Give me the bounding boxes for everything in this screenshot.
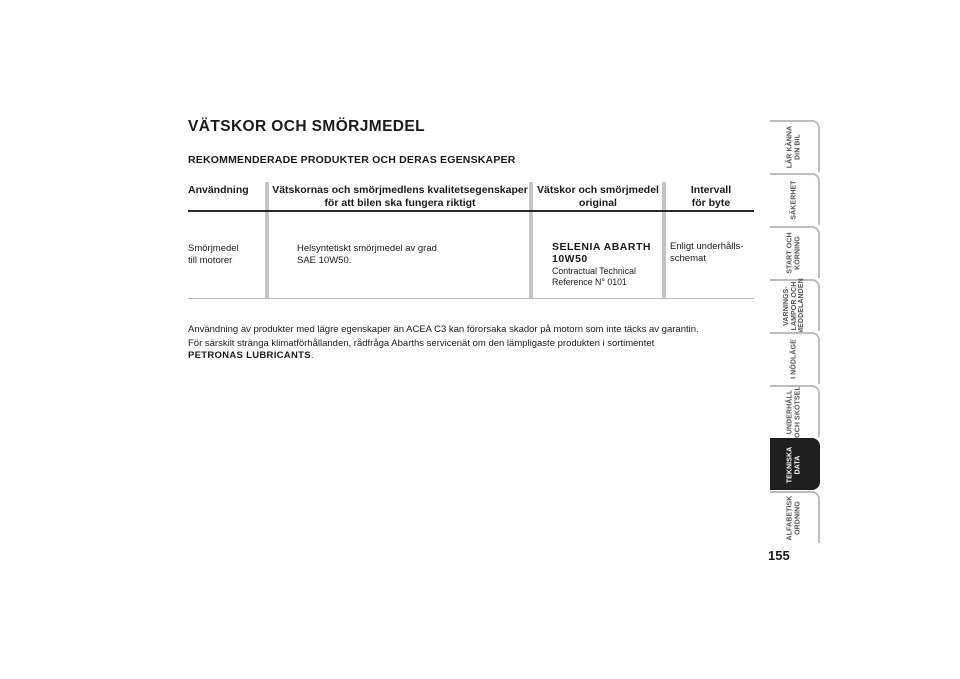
tab-tekniska-data[interactable]: TEKNISKA DATA <box>770 438 820 490</box>
product-reference: Contractual Technical Reference N° 0101 <box>552 266 636 287</box>
header-original: Vätskor och smörjmedel original <box>537 184 659 209</box>
tab-i-nodlage[interactable]: I NÖDLÄGE <box>770 332 820 384</box>
note-climate: För särskilt stränga klimatförhållanden, rådfråga Abarths servicenät om den lämpligaste produkten i sortimentet PETRONAS LUBRICANTS. <box>188 338 655 361</box>
section-subtitle: REKOMMENDERADE PRODUKTER OCH DERAS EGENSKAPER <box>188 154 516 166</box>
tab-sakerhet[interactable]: SÄKERHET <box>770 173 820 225</box>
tab-varningslampor[interactable]: VARNINGS- LAMPOR OCH MEDDELANDEN <box>770 279 820 331</box>
table-cell-interval: Enligt underhålls- schemat <box>670 241 744 264</box>
note-acea: Användning av produkter med lägre egenskaper än ACEA C3 kan förorsaka skador på motorn som inte täcks av garantin. <box>188 324 699 335</box>
tab-start-och-korning[interactable]: START OCH KÖRNING <box>770 226 820 278</box>
column-divider <box>529 182 533 298</box>
brand-name: PETRONAS LUBRICANTS <box>188 350 311 361</box>
header-usage: Användning <box>188 184 249 196</box>
table-cell-quality: Helsyntetiskt smörjmedel av grad SAE 10W50. <box>297 243 437 266</box>
column-divider <box>662 182 666 298</box>
tab-underhall-och-skotsel[interactable]: UNDERHÅLL OCH SKÖTSEL <box>770 385 820 437</box>
table-bottom-rule <box>188 298 754 299</box>
table-cell-product <box>552 241 662 288</box>
column-divider <box>265 182 269 298</box>
product-name: SELENIA ABARTH 10W50 <box>552 241 651 265</box>
tab-alfabetisk-ordning[interactable]: ALFABETISK ORDNING <box>770 491 820 543</box>
table-cell-usage: Smörjmedel till motorer <box>188 243 239 266</box>
page-number: 155 <box>768 548 790 563</box>
tab-lar-kanna-din-bil[interactable]: LÄR KÄNNA DIN BIL <box>770 120 820 172</box>
table-header-rule <box>188 210 754 212</box>
header-quality: Vätskornas och smörjmedlens kvalitetsegenskaper för att bilen ska fungera riktigt <box>272 184 528 209</box>
header-interval: Intervall för byte <box>690 184 732 209</box>
page-title: VÄTSKOR OCH SMÖRJMEDEL <box>188 118 426 135</box>
